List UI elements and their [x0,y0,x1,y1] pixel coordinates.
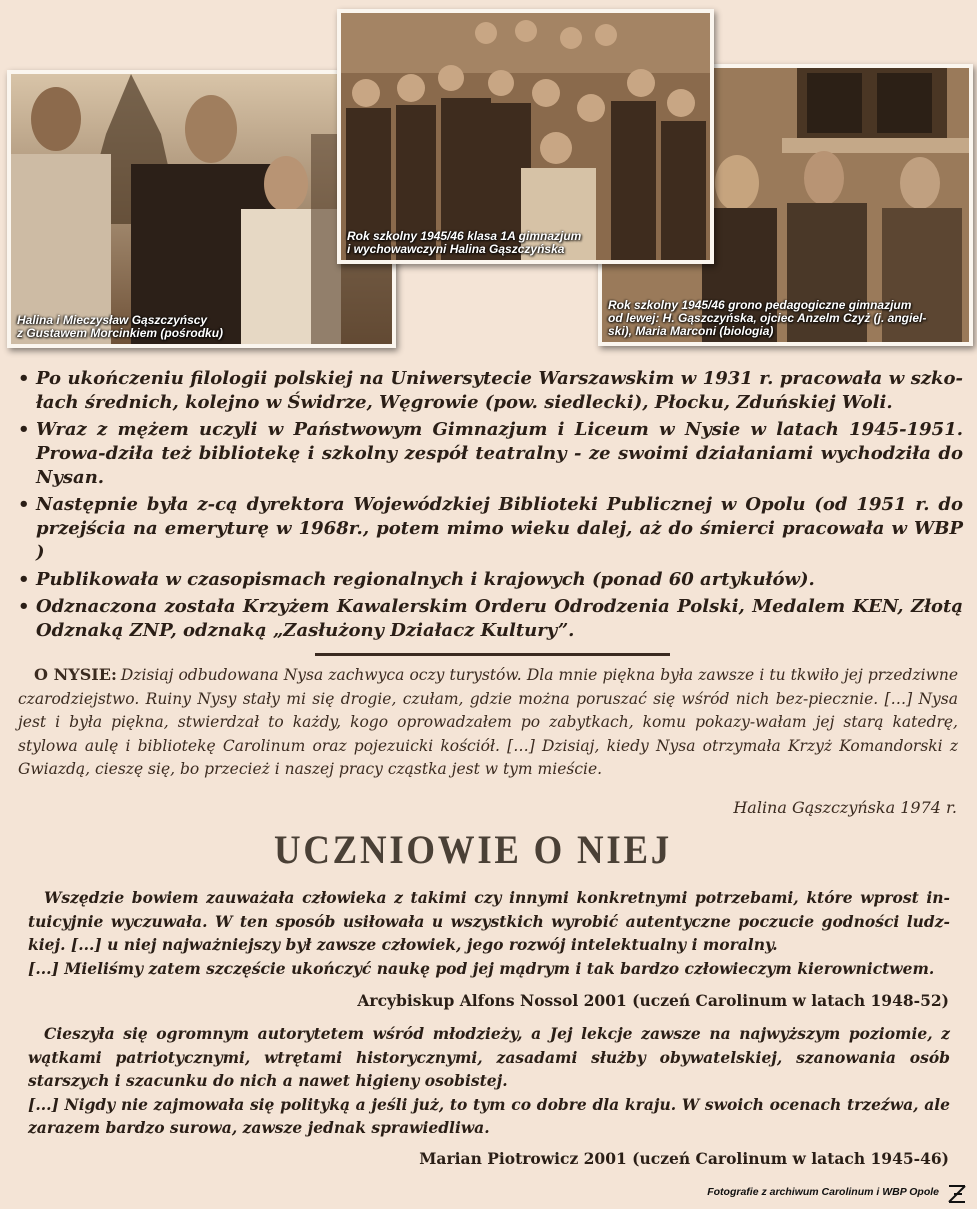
testimonial-text: Wszędzie bowiem zauważała człowieka z takimi czy innymi konkretnymi potrzebami, które wprost in-tuicyjnie wyczuwała. W ten sposób usiłowała u wszystkich wyrobić autentyczne poczucie godności ludz-kiej. [...] u niej najważniejszy był zawsze człowiek, jego rozwój intelektualny i moralny. [28,888,950,954]
quote-lead: O NYSIE: [34,665,117,684]
testimonial-text: Cieszyła się ogromnym autorytetem wśród młodzieży, a Jej lekcje zawsze na najwyższym poziomie, z wątkami patriotycznymi, wtrętami historycznymi, zasadami służby obywatelskiej, szanowania osób starszych i szacunku do nich a nawet higieny osobistej. [28,1024,950,1090]
section-heading: UCZNIOWIE O NIEJ [274,827,672,872]
testimonial [28,886,950,980]
list-item: • Po ukończeniu filologii polskiej na Uniwersytecie Warszawskim w 1931 r. pracowała w szko-łach średnich, kolejno w Świdrze, Węgrowie (pow. siedlecki), Płocku, Zduńskiej Woli. [18,367,963,415]
photo-caption: Halina i Mieczysław Gąszczyńscy z Gustawem Morcinkiem (pośrodku) [17,313,224,340]
quote-signature: Halina Gąszczyńska 1974 r. [733,798,957,817]
photo-class-1a-1945 [337,9,714,264]
quote-text: Dzisiaj odbudowana Nysa zachwyca oczy turystów. Dla mnie piękna była zawsze i tu tkwiło jej przedziwne czarodziejstwo. Ruiny Nysy stały mi się drogie, czułam, gdzie można poruszać się wśród nich bez-piecznie. […] Nysa jest i była piękna, stwierdzał to każdy, kogo oprowadzałem po zabytkach, komu pokazy-wałam jej starą katedrę, stylowa aulę i bibliotekę Carolinum oraz pojezuicki kościół. […] Dzisiaj, kiedy Nysa otrzymała Krzyż Komandorski z Gwiazdą, cieszę się, bo przecież i naszej pracy cząstka jest w tym mieście. [18,666,958,778]
photo-image [11,74,392,344]
photo-credits: Fotografie z archiwum Carolinum i WBP Opole [707,1186,939,1198]
biography-list [18,367,963,646]
list-item: • Publikowała w czasopismach regionalnych i krajowych (ponad 60 artykułów). [18,568,963,592]
testimonial-text-continued: [...] Mieliśmy zatem szczęście ukończyć naukę pod jej mądrym i tak bardzo człowieczym kierownictwem. [28,958,935,978]
list-item: • Odznaczona została Krzyżem Kawalerskim Orderu Odrodzenia Polski, Medalem KEN, Złotą Odznaką ZNP, odznaką „Zasłużony Działacz Kultury”. [18,595,963,643]
list-item: • Następnie była z-cą dyrektora Wojewódzkiej Biblioteki Publicznej w Opolu (od 1951 r. do przejścia na emeryturę w 1968r., potem mimo wieku dalej, aż do śmierci pracowała w WBP ) [18,493,963,565]
divider [315,653,670,656]
list-item: • Wraz z mężem uczyli w Państwowym Gimnazjum i Liceum w Nysie w latach 1945-1951. Prowa-dziła też bibliotekę i szkolny zespół teatralny - ze swoimi działaniami wychodziła do Nysan. [18,418,963,490]
logo-icon [946,1183,968,1205]
photo-caption: Rok szkolny 1945/46 grono pedagogiczne gimnazjum od lewej: H. Gąszczyńska, ojciec Anzelm Czyż (j. angiel- ski), Maria Marconi (biologia) [608,298,927,338]
testimonial-author: Arcybiskup Alfons Nossol 2001 (uczeń Carolinum w latach 1948-52) [357,991,949,1010]
testimonial [28,1022,950,1140]
photo-caption: Rok szkolny 1945/46 klasa 1A gimnazjum i wychowawczyni Halina Gąszczyńska [347,229,582,256]
nysa-quote [18,663,958,782]
testimonial-text-continued: [...] Nigdy nie zajmowała się polityką a jeśli już, to tym co dobre dla kraju. W swoich ocenach trzeźwa, ale zarazem bardzo surowa, zawsze jednak sprawiedliwa. [28,1094,950,1137]
photo-image [341,13,710,260]
testimonial-author: Marian Piotrowicz 2001 (uczeń Carolinum w latach 1945-46) [419,1149,949,1168]
